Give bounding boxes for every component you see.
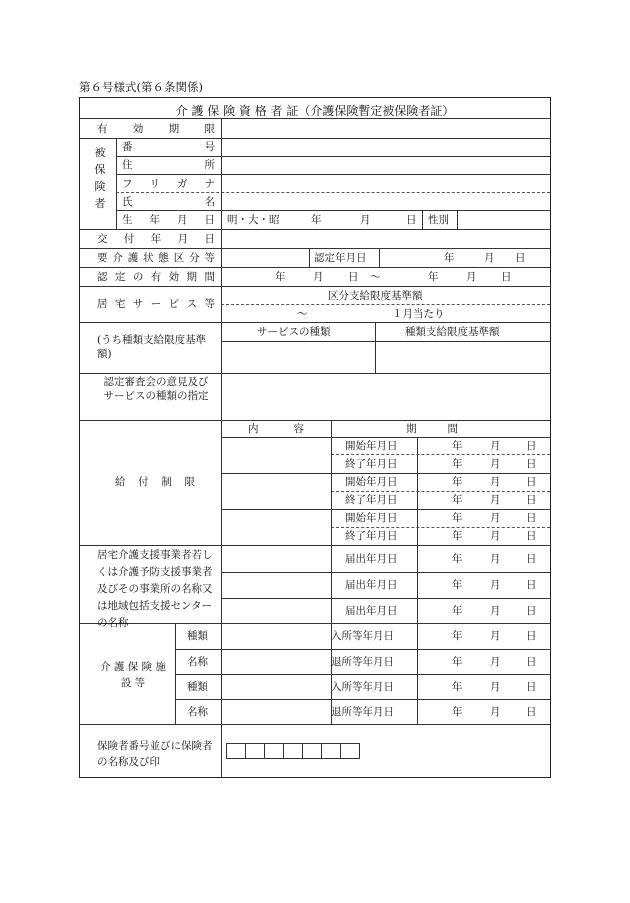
birthdate-label: 生 年 月 日 bbox=[122, 214, 215, 226]
rule bbox=[116, 138, 117, 229]
address-label: 住 所 bbox=[122, 159, 215, 171]
rule bbox=[80, 248, 550, 249]
month-unit: 月 bbox=[490, 579, 501, 591]
validity-label: 有 効 期 限 bbox=[97, 123, 215, 135]
cert-month-unit: 月 bbox=[484, 252, 495, 264]
day-unit: 日 bbox=[526, 530, 537, 542]
year-unit: 年 bbox=[452, 706, 463, 718]
rule bbox=[221, 509, 550, 510]
type-limit-amount-header: 種類支給限度基準額 bbox=[405, 326, 500, 338]
rule bbox=[375, 322, 376, 373]
issue-date-label: 交 付 年 月 日 bbox=[97, 233, 215, 245]
rule bbox=[221, 598, 550, 599]
discharge-date-label: 退所等年月日 bbox=[331, 706, 394, 718]
day-unit: 日 bbox=[526, 476, 537, 488]
era-options: 明・大・昭 bbox=[227, 214, 280, 226]
start-date-label: 開始年月日 bbox=[345, 476, 398, 488]
discharge-date-label: 退所等年月日 bbox=[331, 656, 394, 668]
rule bbox=[175, 649, 550, 650]
rule bbox=[221, 473, 550, 474]
day-unit: 日 bbox=[526, 494, 537, 506]
year-unit: 年 bbox=[452, 494, 463, 506]
month-unit: 月 bbox=[490, 458, 501, 470]
insurer-label: 保険者番号並びに保険者の名称及び印 bbox=[97, 740, 213, 768]
rule bbox=[221, 572, 550, 573]
birth-day-unit: 日 bbox=[406, 214, 417, 226]
period-to-day: 日 bbox=[501, 271, 512, 283]
home-service-label: 居 宅 サ ー ビ ス 等 bbox=[97, 298, 215, 310]
month-unit: 月 bbox=[490, 630, 501, 642]
number-label: 番 号 bbox=[122, 141, 215, 153]
admission-date-label: 入所等年月日 bbox=[331, 630, 394, 642]
gender-label: 性別 bbox=[428, 214, 449, 226]
rule bbox=[221, 437, 550, 438]
year-unit: 年 bbox=[452, 681, 463, 693]
rule bbox=[309, 248, 310, 267]
day-unit: 日 bbox=[526, 553, 537, 565]
month-unit: 月 bbox=[490, 512, 501, 524]
limit-tilde: ～ bbox=[297, 308, 308, 320]
month-unit: 月 bbox=[490, 476, 501, 488]
limit-amount-label: 区分支給限度基準額 bbox=[328, 290, 423, 302]
month-unit: 月 bbox=[490, 605, 501, 617]
rule bbox=[80, 267, 550, 268]
start-date-label: 開始年月日 bbox=[345, 512, 398, 524]
name-label: 氏 名 bbox=[122, 196, 215, 208]
day-unit: 日 bbox=[526, 630, 537, 642]
end-date-label: 終了年月日 bbox=[345, 494, 398, 506]
dashed-rule bbox=[331, 454, 550, 455]
period-tilde: ～ bbox=[370, 271, 381, 283]
facility-label: 介 護 保 険 施 設 等 bbox=[100, 661, 166, 689]
rule bbox=[116, 174, 550, 175]
period-to-month: 月 bbox=[466, 271, 477, 283]
rule bbox=[175, 623, 176, 724]
rule bbox=[80, 373, 550, 374]
facility-kind-label: 種類 bbox=[187, 630, 208, 642]
day-unit: 日 bbox=[526, 605, 537, 617]
year-unit: 年 bbox=[452, 458, 463, 470]
dashed-rule bbox=[116, 192, 550, 193]
rule bbox=[417, 437, 418, 724]
day-unit: 日 bbox=[526, 512, 537, 524]
cert-day-unit: 日 bbox=[515, 252, 526, 264]
year-unit: 年 bbox=[452, 512, 463, 524]
rule bbox=[80, 420, 550, 421]
insurer-number-box[interactable] bbox=[226, 743, 246, 759]
period-header: 期 間 bbox=[406, 423, 458, 435]
rule bbox=[80, 724, 550, 725]
year-unit: 年 bbox=[452, 630, 463, 642]
period-from-day: 日 bbox=[348, 271, 359, 283]
birth-year-unit: 年 bbox=[311, 214, 322, 226]
month-unit: 月 bbox=[490, 681, 501, 693]
rule bbox=[379, 248, 380, 267]
day-unit: 日 bbox=[526, 656, 537, 668]
year-unit: 年 bbox=[452, 605, 463, 617]
year-unit: 年 bbox=[452, 656, 463, 668]
rule bbox=[175, 674, 550, 675]
dashed-rule bbox=[331, 527, 550, 528]
period-from-month: 月 bbox=[313, 271, 324, 283]
year-unit: 年 bbox=[452, 476, 463, 488]
dashed-rule bbox=[331, 491, 550, 492]
rule bbox=[422, 210, 423, 229]
rule bbox=[221, 118, 222, 724]
support-provider-label: 居宅介護支援事業者若しくは介護予防支援事業者及びその事業所の名称又は地域包括支援センターの名称 bbox=[97, 549, 213, 629]
insurer-number-box[interactable] bbox=[283, 743, 303, 759]
dashed-rule bbox=[221, 304, 550, 305]
period-to-year: 年 bbox=[428, 271, 439, 283]
care-insurance-certificate-form bbox=[79, 97, 551, 778]
rule bbox=[116, 210, 550, 211]
facility-kind-label: 種類 bbox=[187, 681, 208, 693]
rule bbox=[80, 138, 550, 139]
month-unit: 月 bbox=[490, 553, 501, 565]
month-unit: 月 bbox=[490, 530, 501, 542]
content-header: 内 容 bbox=[248, 423, 304, 435]
form-title: 介 護 保 険 資 格 者 証（介護保険暫定被保険者証） bbox=[175, 104, 455, 118]
birth-month-unit: 月 bbox=[360, 214, 371, 226]
rule bbox=[457, 210, 458, 229]
insurer-number-box[interactable] bbox=[302, 743, 322, 759]
insurer-number-box[interactable] bbox=[321, 743, 341, 759]
end-date-label: 終了年月日 bbox=[345, 458, 398, 470]
year-unit: 年 bbox=[452, 553, 463, 565]
rule bbox=[80, 286, 550, 287]
year-unit: 年 bbox=[452, 440, 463, 452]
rule bbox=[175, 699, 550, 700]
report-date-label: 届出年月日 bbox=[345, 553, 398, 565]
month-unit: 月 bbox=[490, 494, 501, 506]
year-unit: 年 bbox=[452, 579, 463, 591]
insurer-number-box[interactable] bbox=[340, 743, 360, 759]
month-unit: 月 bbox=[490, 440, 501, 452]
rule bbox=[221, 341, 550, 342]
report-date-label: 届出年月日 bbox=[345, 605, 398, 617]
benefit-restriction-label: 給 付 制 限 bbox=[115, 476, 195, 488]
rule bbox=[80, 229, 550, 230]
cert-year-unit: 年 bbox=[444, 252, 455, 264]
facility-name-label: 名称 bbox=[187, 706, 208, 718]
service-type-header: サービスの種類 bbox=[257, 326, 331, 338]
year-unit: 年 bbox=[452, 530, 463, 542]
day-unit: 日 bbox=[526, 579, 537, 591]
day-unit: 日 bbox=[526, 440, 537, 452]
rule bbox=[331, 420, 332, 724]
end-date-label: 終了年月日 bbox=[345, 530, 398, 542]
cert-period-label: 認 定 の 有 効 期 間 bbox=[97, 271, 215, 283]
rule bbox=[221, 724, 222, 777]
type-limit-label: (うち種類支給限度基準額) bbox=[97, 334, 207, 361]
form-caption: 第６号様式(第６条関係) bbox=[79, 80, 203, 94]
insured-person-label: 被保険者 bbox=[94, 146, 106, 210]
month-unit: 月 bbox=[490, 656, 501, 668]
furigana-label: フ リ ガ ナ bbox=[122, 178, 215, 190]
rule bbox=[116, 156, 550, 157]
day-unit: 日 bbox=[526, 706, 537, 718]
rule bbox=[80, 545, 550, 546]
day-unit: 日 bbox=[526, 681, 537, 693]
rule bbox=[80, 322, 550, 323]
board-opinion-label: 認定審査会の意見及びサービスの種類の指定 bbox=[103, 376, 209, 403]
facility-name-label: 名称 bbox=[187, 656, 208, 668]
insurer-number-box[interactable] bbox=[264, 743, 284, 759]
period-from-year: 年 bbox=[275, 271, 286, 283]
care-level-label: 要 介 護 状 態 区 分 等 bbox=[97, 252, 215, 264]
per-month-label: １月当たり bbox=[392, 308, 445, 320]
cert-date-label: 認定年月日 bbox=[314, 252, 367, 264]
rule bbox=[80, 118, 550, 119]
start-date-label: 開始年月日 bbox=[345, 440, 398, 452]
insurer-number-box[interactable] bbox=[245, 743, 265, 759]
day-unit: 日 bbox=[526, 458, 537, 470]
admission-date-label: 入所等年月日 bbox=[331, 681, 394, 693]
month-unit: 月 bbox=[490, 706, 501, 718]
report-date-label: 届出年月日 bbox=[345, 579, 398, 591]
